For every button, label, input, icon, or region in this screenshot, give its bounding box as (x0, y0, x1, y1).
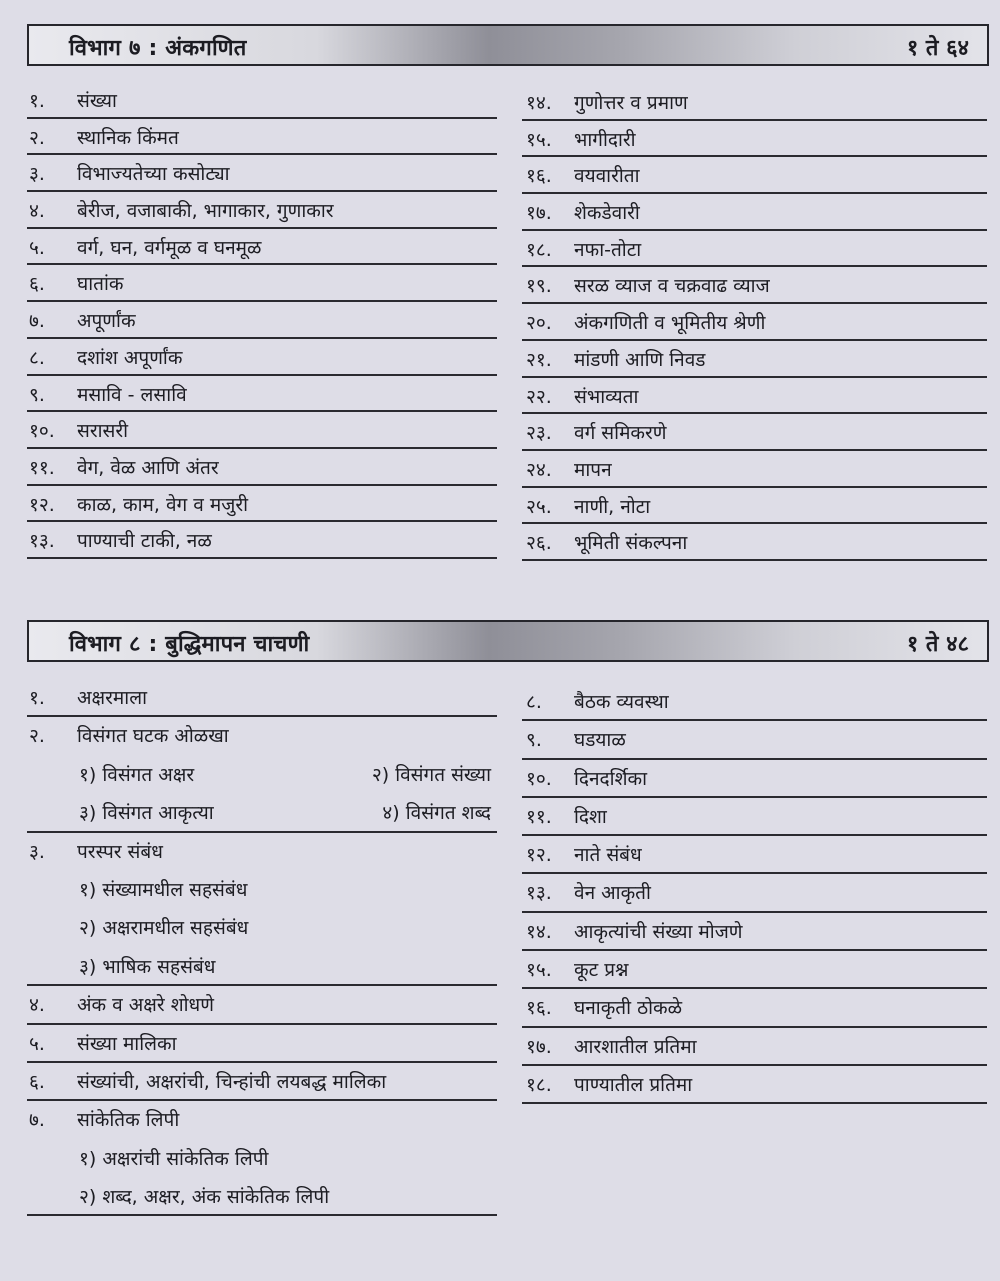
item-text: अपूर्णांक (77, 310, 136, 333)
list-item (27, 522, 497, 559)
list-item (27, 265, 497, 302)
item-text: घनाकृती ठोकळे (574, 997, 683, 1020)
section-8-header (27, 620, 989, 662)
list-item (522, 836, 987, 874)
sub-item: २) शब्द, अक्षर, अंक सांकेतिक लिपी (79, 1186, 330, 1209)
item-number: १९. (526, 275, 552, 298)
section-7-range: १ ते ६४ (906, 36, 969, 61)
sub-item-row (27, 1178, 497, 1216)
list-item (522, 683, 987, 721)
item-text: पाण्यातील प्रतिमा (574, 1073, 693, 1096)
item-text: शेकडेवारी (574, 202, 640, 225)
section-7-right-list (522, 84, 987, 561)
item-number: २१. (526, 348, 552, 371)
item-number: २५. (526, 495, 552, 518)
item-number: ६. (29, 273, 45, 296)
item-text: नाणी, नोटा (574, 495, 651, 518)
item-number: १४. (526, 920, 552, 943)
list-item (522, 874, 987, 912)
item-number: १२. (526, 844, 552, 867)
sub-item: ३) विसंगत आकृत्या (79, 802, 214, 825)
list-item (27, 486, 497, 523)
item-number: १८. (526, 1073, 552, 1096)
list-item (522, 267, 987, 304)
list-item (522, 304, 987, 341)
item-number: १६. (526, 997, 552, 1020)
item-number: ३. (29, 163, 45, 186)
sub-item-row (27, 948, 497, 986)
item-text: मापन (574, 458, 612, 481)
item-number: १५. (526, 959, 552, 982)
item-number: १६. (526, 165, 552, 188)
item-text: काळ, काम, वेग व मजुरी (77, 493, 249, 516)
item-text: नफा-तोटा (574, 238, 642, 261)
item-text: संख्या मालिका (77, 1032, 177, 1055)
item-number: ३. (29, 840, 45, 863)
list-item (522, 84, 987, 121)
item-number: ११. (526, 805, 552, 828)
item-text: सांकेतिक लिपी (77, 1109, 180, 1132)
list-item (522, 121, 987, 158)
item-number: १२. (29, 493, 55, 516)
item-text: वर्ग, घन, वर्गमूळ व घनमूळ (77, 236, 262, 259)
sub-item: १) अक्षरांची सांकेतिक लिपी (79, 1147, 269, 1170)
item-number: ४. (29, 994, 45, 1017)
list-item (522, 1066, 987, 1104)
item-number: १. (29, 687, 45, 709)
item-text: वयवारीता (574, 165, 640, 188)
list-item (522, 798, 987, 836)
item-text: भूमिती संकल्पना (574, 532, 688, 555)
list-item (522, 721, 987, 759)
item-text: सरळ व्याज व चक्रवाढ व्याज (574, 275, 770, 298)
item-number: ७. (29, 310, 45, 333)
item-number: १०. (526, 767, 552, 790)
item-text: घातांक (77, 273, 124, 296)
item-number: २२. (526, 385, 552, 408)
section-7-header (27, 24, 989, 66)
list-item (27, 412, 497, 449)
sub-item-row (27, 794, 497, 832)
sub-item-row (27, 1140, 497, 1178)
item-number: ६. (29, 1070, 45, 1093)
list-item (522, 951, 987, 989)
item-number: ८. (29, 346, 45, 369)
list-item (27, 833, 497, 871)
list-item (522, 194, 987, 231)
item-text: दिशा (574, 805, 607, 828)
list-item (27, 1063, 497, 1101)
item-number: १७. (526, 1035, 552, 1058)
item-text: अक्षरमाला (77, 687, 147, 709)
item-text: पाण्याची टाकी, नळ (77, 530, 212, 553)
item-number: २. (29, 126, 45, 149)
section-8-right-list (522, 683, 987, 1104)
sub-item-row (27, 909, 497, 947)
item-number: ७. (29, 1109, 45, 1132)
item-text: संभाव्यता (574, 385, 639, 408)
list-item (27, 155, 497, 192)
list-item (27, 986, 497, 1024)
list-item (27, 1025, 497, 1063)
item-text: विसंगत घटक ओळखा (77, 725, 229, 748)
item-number: २४. (526, 458, 552, 481)
item-text: सरासरी (77, 420, 129, 443)
section-8-range: १ ते ४८ (906, 632, 969, 657)
item-number: १७. (526, 202, 552, 225)
list-item (27, 82, 497, 119)
sub-item-row (27, 756, 497, 794)
list-item (27, 119, 497, 156)
sub-item: ४) विसंगत शब्द (382, 802, 491, 825)
item-text: बेरीज, वजाबाकी, भागाकार, गुणाकार (77, 200, 334, 223)
item-text: नाते संबंध (574, 844, 642, 867)
list-item (522, 341, 987, 378)
list-item (27, 1101, 497, 1139)
item-number: २०. (526, 312, 552, 335)
item-number: ९. (29, 383, 45, 406)
item-number: १०. (29, 420, 55, 443)
list-item (27, 376, 497, 413)
list-item (522, 378, 987, 415)
sub-item: २) विसंगत संख्या (371, 763, 491, 786)
sub-item: १) विसंगत अक्षर (79, 763, 195, 786)
item-text: कूट प्रश्न (574, 959, 629, 982)
item-text: अंक व अक्षरे शोधणे (77, 994, 214, 1017)
item-text: अंकगणिती व भूमितीय श्रेणी (574, 312, 766, 335)
item-number: ८. (526, 691, 542, 713)
item-text: दिनदर्शिका (574, 767, 647, 790)
item-text: बैठक व्यवस्था (574, 691, 669, 713)
list-item (522, 451, 987, 488)
item-text: दशांश अपूर्णांक (77, 346, 183, 369)
list-item (27, 449, 497, 486)
item-text: आकृत्यांची संख्या मोजणे (574, 920, 743, 943)
section-7-title: विभाग ७ : अंकगणित (69, 36, 247, 61)
item-text: वेन आकृती (574, 882, 651, 905)
item-number: २६. (526, 532, 552, 555)
item-number: १८. (526, 238, 552, 261)
item-text: वर्ग समिकरणे (574, 422, 667, 445)
list-item (522, 414, 987, 451)
item-text: संख्यांची, अक्षरांची, चिन्हांची लयबद्ध मालिका (77, 1070, 387, 1093)
item-number: ११. (29, 456, 55, 479)
sub-item: ३) भाषिक सहसंबंध (79, 955, 216, 978)
list-item (27, 679, 497, 717)
item-text: घडयाळ (574, 729, 626, 752)
item-text: स्थानिक किंमत (77, 126, 179, 149)
section-8-left-list (27, 679, 497, 1216)
item-text: संख्या (77, 90, 117, 112)
item-text: परस्पर संबंध (77, 840, 163, 863)
sub-item-row (27, 871, 497, 909)
item-number: ५. (29, 1032, 45, 1055)
item-text: गुणोत्तर व प्रमाण (574, 92, 688, 114)
list-item (522, 989, 987, 1027)
item-text: विभाज्यतेच्या कसोट्या (77, 163, 230, 186)
item-text: वेग, वेळ आणि अंतर (77, 456, 219, 479)
item-number: १३. (526, 882, 552, 905)
list-item (27, 192, 497, 229)
list-item (27, 339, 497, 376)
sub-item: २) अक्षरामधील सहसंबंध (79, 917, 249, 940)
item-number: २३. (526, 422, 552, 445)
sub-item: १) संख्यामधील सहसंबंध (79, 878, 248, 901)
list-item (522, 488, 987, 525)
item-number: १५. (526, 128, 552, 151)
item-number: २. (29, 725, 45, 748)
item-number: ९. (526, 729, 542, 752)
list-item (27, 717, 497, 755)
item-text: भागीदारी (574, 128, 636, 151)
item-number: ५. (29, 236, 45, 259)
item-text: मसावि - लसावि (77, 383, 187, 406)
list-item (522, 157, 987, 194)
section-8-title: विभाग ८ : बुद्धिमापन चाचणी (69, 632, 310, 657)
list-item (27, 302, 497, 339)
item-number: १३. (29, 530, 55, 553)
item-text: आरशातील प्रतिमा (574, 1035, 697, 1058)
list-item (522, 760, 987, 798)
list-item (522, 1028, 987, 1066)
list-item (522, 913, 987, 951)
list-item (522, 231, 987, 268)
item-text: मांडणी आणि निवड (574, 348, 706, 371)
item-number: ४. (29, 200, 45, 223)
list-item (27, 229, 497, 266)
item-number: १. (29, 90, 45, 112)
list-item (522, 524, 987, 561)
item-number: १४. (526, 92, 552, 114)
section-7-left-list (27, 82, 497, 559)
